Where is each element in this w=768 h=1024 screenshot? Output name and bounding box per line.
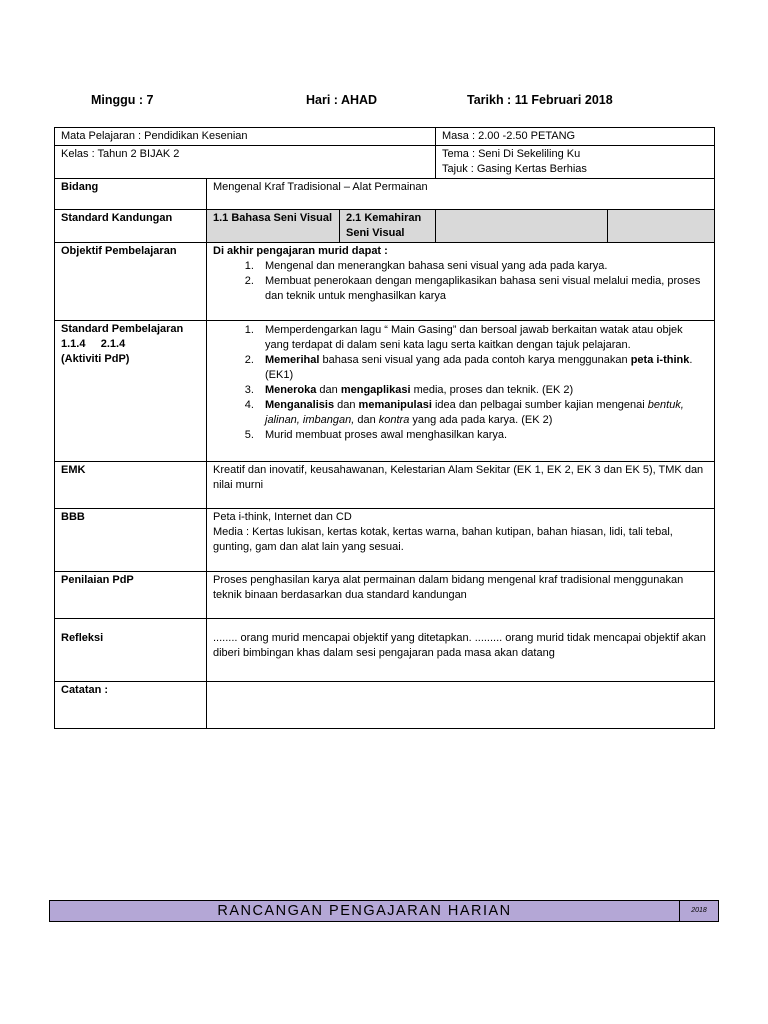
list-item: 1. Mengenal dan menerangkan bahasa seni visual yang ada pada karya.	[257, 259, 708, 274]
emk-label: EMK	[55, 462, 207, 509]
standard-pembelajaran-codes: 1.1.4 2.1.4	[61, 338, 126, 350]
penilaian-value: Proses penghasilan karya alat permainan dalam bidang mengenal kraf tradisional menggunakan teknik binaan berdasarkan dua standard kandungan	[207, 572, 715, 619]
objektif-cell	[207, 243, 715, 321]
table-row	[55, 619, 715, 682]
table-row	[55, 462, 715, 509]
table-row	[55, 682, 715, 729]
bbb-line2: Media : Kertas lukisan, kertas kotak, kertas warna, bahan kutipan, bahan hiasan, lidi, tali tebal, gunting, gam dan alat lain yang sesuai.	[213, 526, 673, 553]
empty-grey-cell	[436, 210, 608, 243]
footer-title: RANCANGAN PENGAJARAN HARIAN	[217, 903, 512, 919]
footer-banner	[49, 900, 719, 922]
theme-topic-cell	[436, 146, 715, 179]
refleksi-label: Refleksi	[55, 619, 207, 682]
table-row	[55, 210, 715, 243]
emk-value: Kreatif dan inovatif, keusahawanan, Kelestarian Alam Sekitar (EK 1, EK 2, EK 3 dan EK 5), TMK dan nilai murni	[207, 462, 715, 509]
table-row	[55, 179, 715, 210]
footer-year: 2018	[679, 901, 718, 921]
bidang-label: Bidang	[55, 179, 207, 210]
table-row	[55, 509, 715, 572]
standard-pembelajaran-label: Standard Pembelajaran	[61, 323, 184, 335]
lesson-plan-table	[54, 127, 715, 729]
bbb-line1: Peta i-think, Internet dan CD	[213, 511, 352, 523]
objektif-label: Objektif Pembelajaran	[55, 243, 207, 321]
table-row	[55, 243, 715, 321]
table-row	[55, 321, 715, 462]
theme-text: Tema : Seni Di Sekeliling Ku	[442, 148, 581, 160]
objektif-intro: Di akhir pengajaran murid dapat :	[213, 245, 388, 257]
table-row	[55, 572, 715, 619]
list-item: 5. Murid membuat proses awal menghasilkan karya.	[257, 428, 708, 443]
table-row	[55, 128, 715, 146]
date-label: Tarikh : 11 Februari 2018	[467, 93, 613, 107]
week-label: Minggu : 7	[91, 93, 154, 107]
bbb-label: BBB	[55, 509, 207, 572]
refleksi-value: ........ orang murid mencapai objektif yang ditetapkan. ......... orang murid tidak mencapai objektif akan diberi bimbingan khas dalam sesi pengajaran pada masa akan datang	[207, 619, 715, 682]
list-item: 4. Menganalisis dan memanipulasi idea dan pelbagai sumber kajian mengenai bentuk, jalinan, imbangan, dan kontra yang ada pada karya. (EK 2)	[257, 398, 708, 428]
aktiviti-cell	[207, 321, 715, 462]
subject-cell: Mata Pelajaran : Pendidikan Kesenian	[55, 128, 436, 146]
standard-kandungan-label: Standard Kandungan	[55, 210, 207, 243]
list-item: 2. Membuat penerokaan dengan mengaplikasikan bahasa seni visual melalui media, proses dan teknik untuk menghasilkan karya	[257, 274, 708, 304]
penilaian-label: Penilaian PdP	[55, 572, 207, 619]
bbb-cell	[207, 509, 715, 572]
catatan-label: Catatan :	[55, 682, 207, 729]
standard-pembelajaran-label-cell	[55, 321, 207, 462]
aktiviti-list	[213, 323, 708, 443]
class-cell: Kelas : Tahun 2 BIJAK 2	[55, 146, 436, 179]
aktiviti-label: (Aktiviti PdP)	[61, 353, 130, 365]
list-item: 2. Memerihal bahasa seni visual yang ada pada contoh karya menggunakan peta i-think. (EK1)	[257, 353, 708, 383]
list-item: 1. Memperdengarkan lagu “ Main Gasing” dan bersoal jawab berkaitan watak atau objek yang terdapat di dalam seni kata lagu serta kaitkan dengan tajuk pelajaran.	[257, 323, 708, 353]
time-cell: Masa : 2.00 -2.50 PETANG	[436, 128, 715, 146]
list-item: 3. Meneroka dan mengaplikasi media, proses dan teknik. (EK 2)	[257, 383, 708, 398]
table-row	[55, 146, 715, 179]
standard-kandungan-1: 1.1 Bahasa Seni Visual	[207, 210, 340, 243]
objektif-list	[213, 259, 708, 304]
standard-kandungan-2: 2.1 Kemahiran Seni Visual	[340, 210, 436, 243]
empty-grey-cell	[608, 210, 715, 243]
bidang-value: Mengenal Kraf Tradisional – Alat Permainan	[207, 179, 715, 210]
topic-text: Tajuk : Gasing Kertas Berhias	[442, 163, 587, 175]
catatan-value	[207, 682, 715, 729]
day-label: Hari : AHAD	[306, 93, 378, 107]
